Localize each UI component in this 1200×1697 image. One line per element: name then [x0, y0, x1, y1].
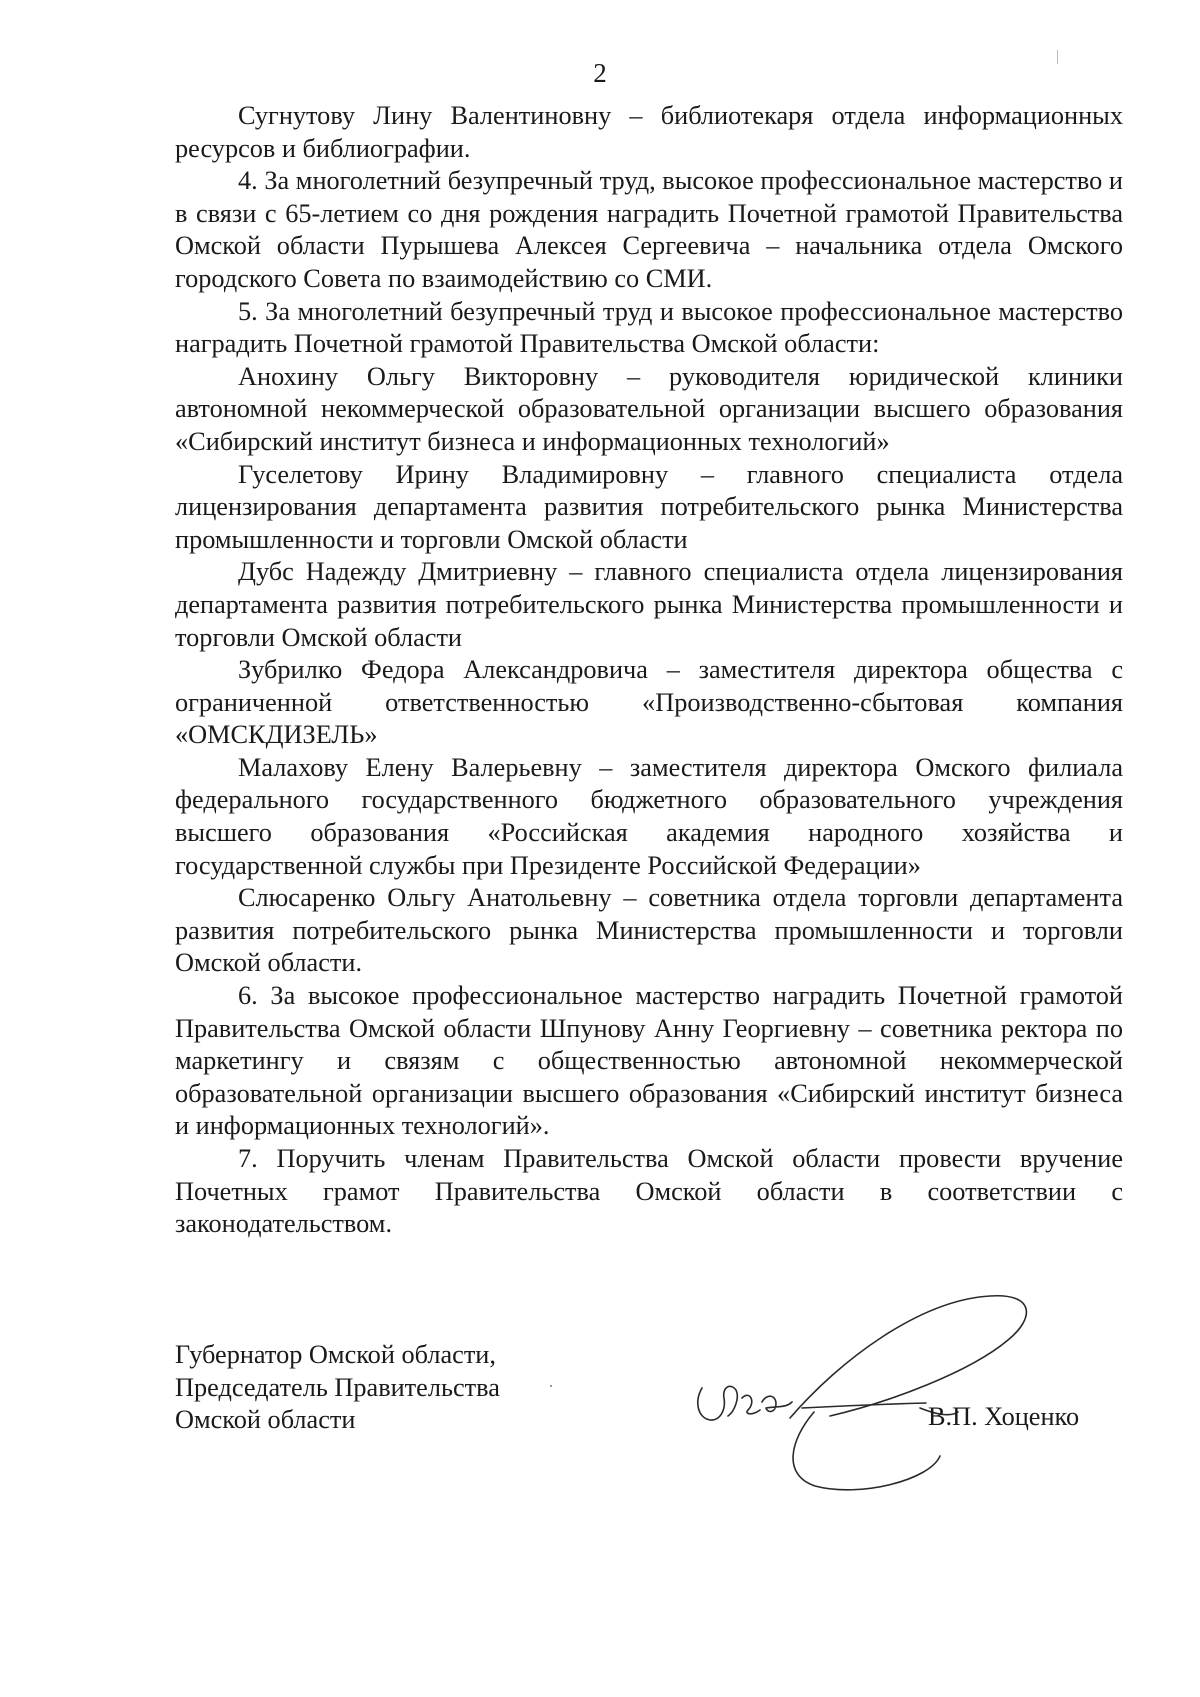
signatory-title-line-3: Омской области: [175, 1405, 356, 1435]
document-body: [175, 100, 1123, 1241]
scan-artifact-dot: [550, 1385, 552, 1387]
signatory-title-line-1: Губернатор Омской области,: [175, 1340, 496, 1369]
paragraph-item-6: 6. За высокое профессиональное мастерство наградить Почетной грамотой Правительства Омской области Шпунову Анну Георгиевну – советника ректора по маркетингу и связям с общественностью автономной некоммерческой образовательной организации высшего образования «Сибирский институт бизнеса и информационных технологий».: [175, 981, 1123, 1141]
paragraph-sugnutova: Сугнутову Лину Валентиновну – библиотекаря отдела информационных ресурсов и библиографии.: [175, 101, 1123, 163]
paragraph-anokhina: Анохину Ольгу Викторовну – руководителя юридической клиники автономной некоммерческой образовательной организации высшего образования «Сибирский институт бизнеса и информационных технологий»: [175, 361, 1123, 456]
signer-name: В.П. Хоценко: [928, 1402, 1080, 1431]
signatory-title-line-2: Председатель Правительства: [175, 1372, 500, 1402]
paragraph-slyusarenko: Слюсаренко Ольгу Анатольевну – советника отдела торговли департамента развития потребительского рынка Министерства промышленности и торговли Омской области.: [175, 883, 1123, 978]
page-number: 2: [593, 58, 607, 88]
paragraph-guseletova: Гуселетову Ирину Владимировну – главного специалиста отдела лицензирования департамента развития потребительского рынка Министерства промышленности и торговли Омской области: [175, 459, 1123, 554]
handwritten-signature-icon: [690, 1290, 1080, 1500]
paragraph-item-7: 7. Поручить членам Правительства Омской области провести вручение Почетных грамот Правительства Омской области в соответствии с законодательством.: [175, 1144, 1123, 1239]
paragraph-zubrilko: Зубрилко Федора Александровича – заместителя директора общества с ограниченной ответственностью «Производственно-сбытовая компания «ОМСКДИЗЕЛЬ»: [175, 655, 1123, 750]
paragraph-item-5: 5. За многолетний безупречный труд и высокое профессиональное мастерство наградить Почетной грамотой Правительства Омской области:: [175, 296, 1123, 359]
paragraph-item-4: 4. За многолетний безупречный труд, высокое профессиональное мастерство и в связи с 65-летием со дня рождения наградить Почетной грамотой Правительства Омской области Пурышева Алексея Сергеевича – начальника отдела Омского городского Совета по взаимодействию со СМИ.: [175, 166, 1123, 293]
paragraph-dubs: Дубс Надежду Дмитриевну – главного специалиста отдела лицензирования департамента развития потребительского рынка Министерства промышленности и торговли Омской области: [175, 557, 1123, 652]
paragraph-malakhova: Малахову Елену Валерьевну – заместителя директора Омского филиала федерального государственного бюджетного образовательного учреждения высшего образования «Российская академия народного хозяйства и государственной службы при Президенте Российской Федерации»: [175, 752, 1123, 880]
signatory-title: [175, 1339, 500, 1437]
